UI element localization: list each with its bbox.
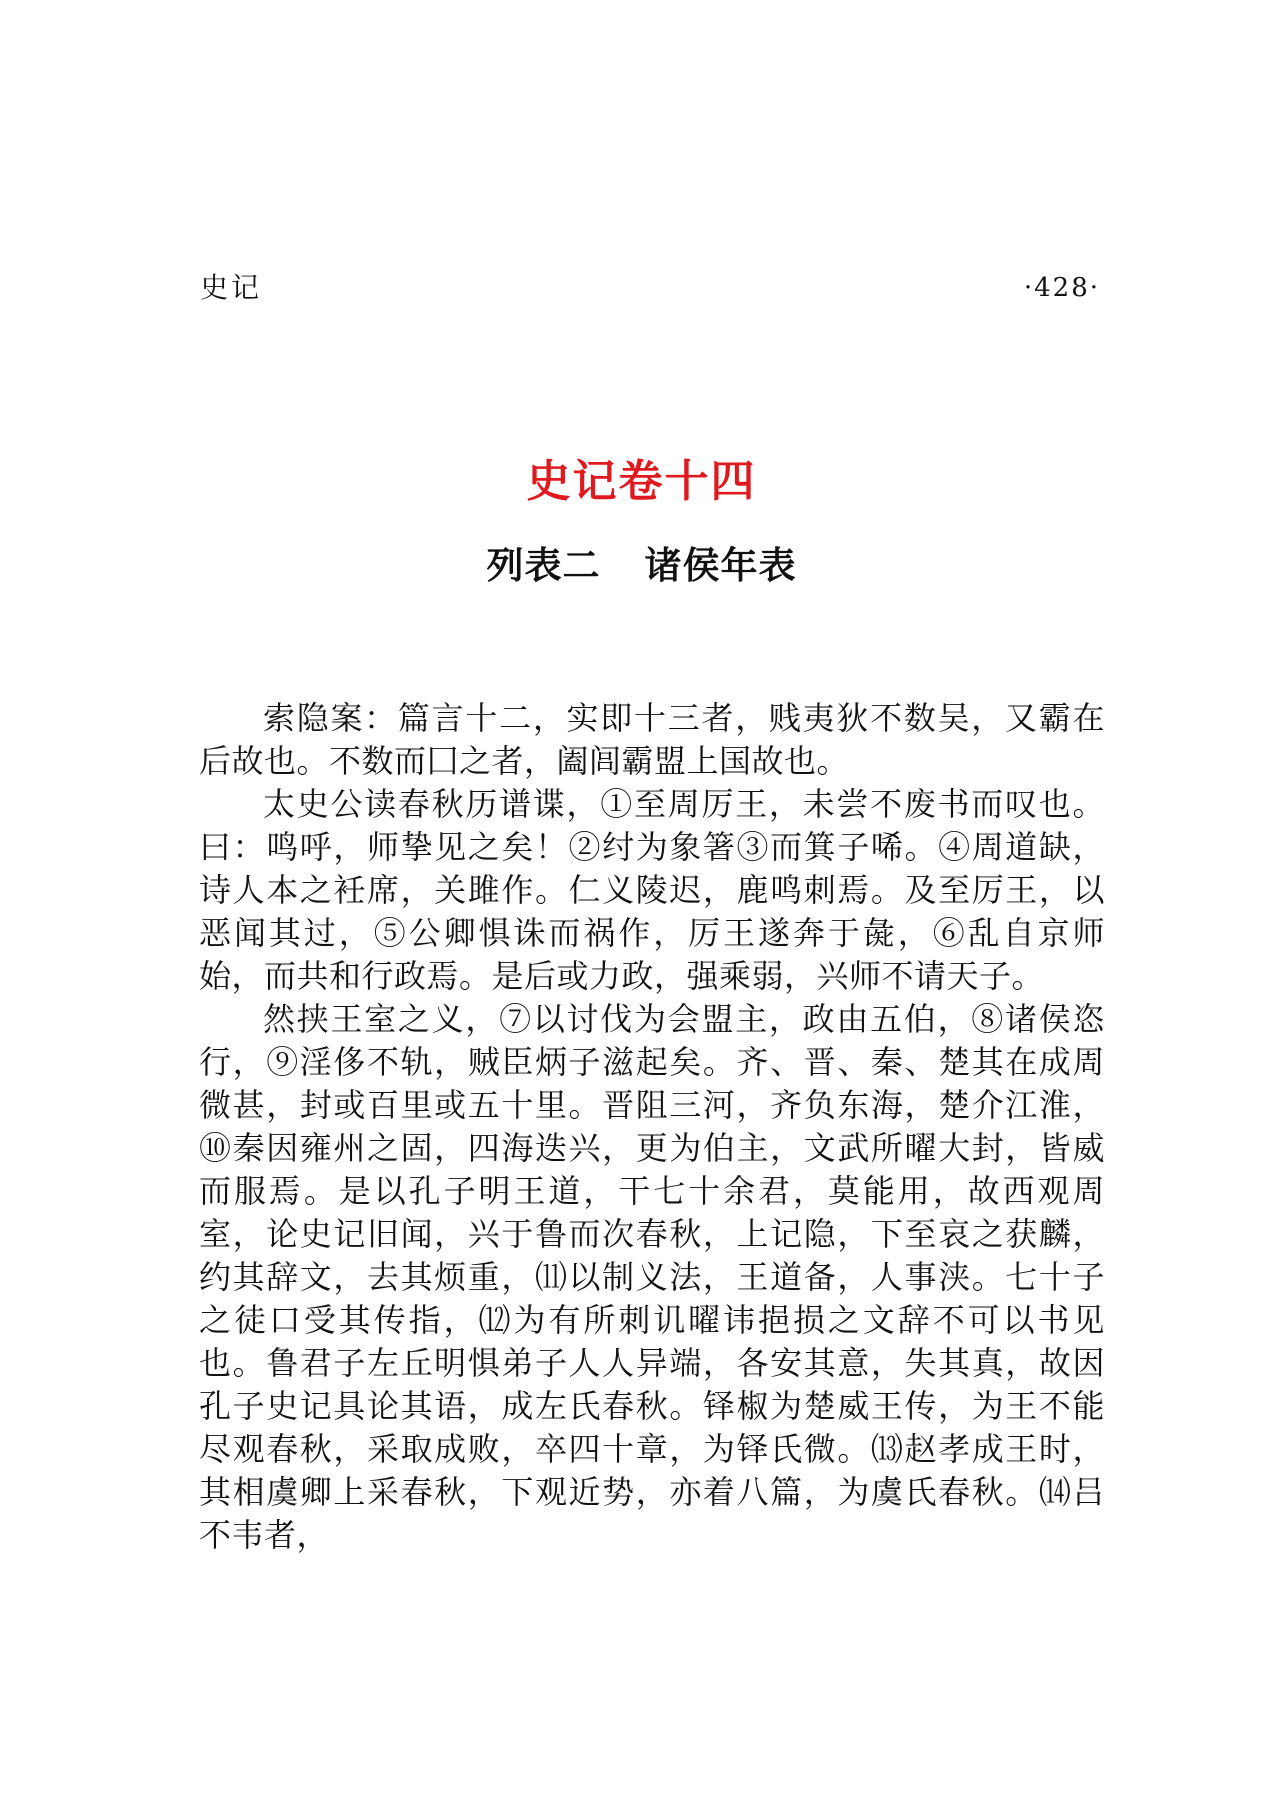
paragraph-1: 索隐案：篇言十二，实即十三者，贱夷狄不数吴，又霸在后故也。不数而囗之者，阖闾霸盟上国故也。 xyxy=(199,699,1105,780)
volume-title xyxy=(0,452,1283,512)
paragraph-3: 然挟王室之义，⑦以讨伐为会盟主，政由五伯，⑧诸侯恣行，⑨淫侈不轨，贼臣炳子滋起矣。齐、晋、秦、楚其在成周微甚，封或百里或五十里。晋阻三河，齐负东海，楚介江淮，⑩秦因雍州之固，四海迭兴，更为伯主，文武所曜大封，皆威而服焉。是以孔子明王道，干七十余君，莫能用，故西观周室，论史记旧闻，兴于鲁而次春秋，上记隐，下至哀之获麟，约其辞文，去其烦重，⑾以制义法，王道备，人事浃。七十子之徒口受其传指，⑿为有所刺讥曜讳挹损之文辞不可以书见也。鲁君子左丘明惧弟子人人异端，各安其意，失其真，故因孔子史记具论其语，成左氏春秋。铎椒为楚威王传，为王不能尽观春秋，采取成败，卒四十章，为铎氏微。⒀赵孝成王时，其相虞卿上采春秋，下观近势，亦着八篇，为虞氏春秋。⒁吕不韦者， xyxy=(199,1000,1105,1554)
chapter-title xyxy=(0,541,1283,591)
running-head xyxy=(200,268,1100,308)
book-name: 史记 xyxy=(200,271,263,304)
body-text xyxy=(199,697,1105,1557)
volume-title-text: 史记卷十四 xyxy=(526,456,757,507)
chapter-title-part1: 列表二 xyxy=(486,544,601,587)
page-number: ·428· xyxy=(1023,273,1100,303)
chapter-title-part2: 诸侯年表 xyxy=(644,544,797,587)
paragraph-2: 太史公读春秋历谱谍，①至周厉王，未尝不废书而叹也。曰：鸣呼，师挚见之矣！②纣为象箸③而箕子唏。④周道缺，诗人本之衽席，关雎作。仁义陵迟，鹿鸣刺焉。及至厉王，以恶闻其过，⑤公卿惧诛而祸作，厉王遂奔于彘，⑥乱自京师始，而共和行政焉。是后或力政，强乘弱，兴师不请天子。 xyxy=(199,785,1105,995)
